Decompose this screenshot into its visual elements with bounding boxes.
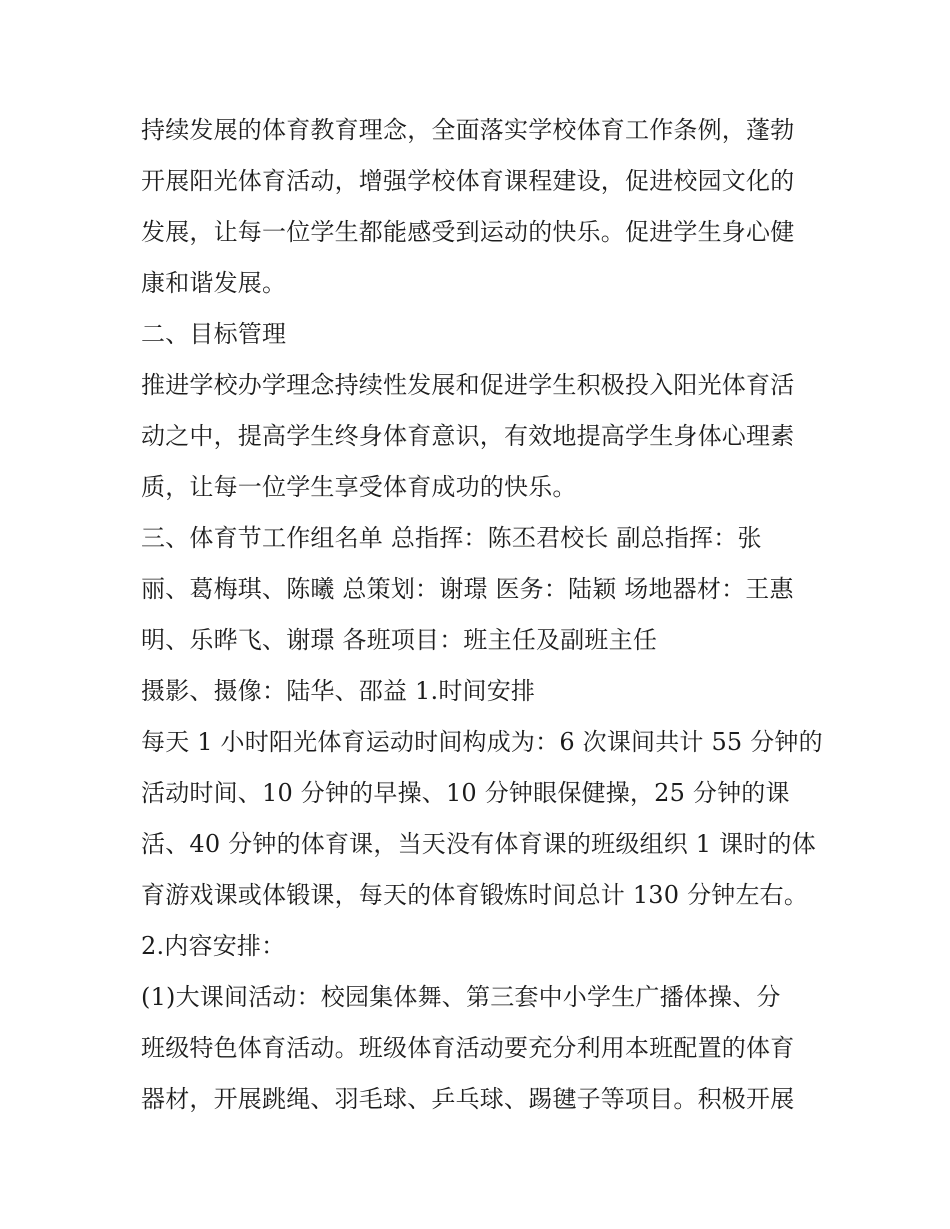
paragraph-line: 康和谐发展。: [141, 269, 287, 297]
paragraph-line: 活、40 分钟的体育课，当天没有体育课的班级组织 1 课时的体: [141, 830, 816, 858]
paragraph-line: (1)大课间活动：校园集体舞、第三套中小学生广播体操、分: [141, 983, 781, 1011]
subsection-heading: 2.内容安排：: [141, 932, 286, 960]
paragraph-line: 持续发展的体育教育理念，全面落实学校体育工作条例，蓬勃: [141, 116, 795, 144]
paragraph-line: 丽、葛梅琪、陈曦 总策划：谢璟 医务：陆颖 场地器材：王惠: [141, 575, 794, 603]
document-body: [141, 105, 821, 1125]
section-heading: 三、体育节工作组名单 总指挥：陈丕君校长 副总指挥：张: [141, 524, 762, 552]
paragraph-line: 发展，让每一位学生都能感受到运动的快乐。促进学生身心健: [141, 218, 795, 246]
paragraph-line: 推进学校办学理念持续性发展和促进学生积极投入阳光体育活: [141, 371, 795, 399]
paragraph-line: 器材，开展跳绳、羽毛球、乒乓球、踢毽子等项目。积极开展: [141, 1085, 795, 1113]
paragraph-line: 班级特色体育活动。班级体育活动要充分利用本班配置的体育: [141, 1034, 795, 1062]
section-heading: 二、目标管理: [141, 320, 287, 348]
paragraph-line: 开展阳光体育活动，增强学校体育课程建设，促进校园文化的: [141, 167, 795, 195]
paragraph-line: 质，让每一位学生享受体育成功的快乐。: [141, 473, 577, 501]
paragraph-line: 活动时间、10 分钟的早操、10 分钟眼保健操，25 分钟的课: [141, 779, 790, 807]
paragraph-line: 明、乐晔飞、谢璟 各班项目：班主任及副班主任: [141, 626, 658, 654]
paragraph-line: 摄影、摄像：陆华、邵益 1.时间安排: [141, 677, 536, 705]
paragraph-line: 动之中，提高学生终身体育意识，有效地提高学生身体心理素: [141, 422, 795, 450]
paragraph-line: 育游戏课或体锻课，每天的体育锻炼时间总计 130 分钟左右。: [141, 881, 809, 909]
paragraph-line: 每天 1 小时阳光体育运动时间构成为：6 次课间共计 55 分钟的: [141, 728, 823, 756]
